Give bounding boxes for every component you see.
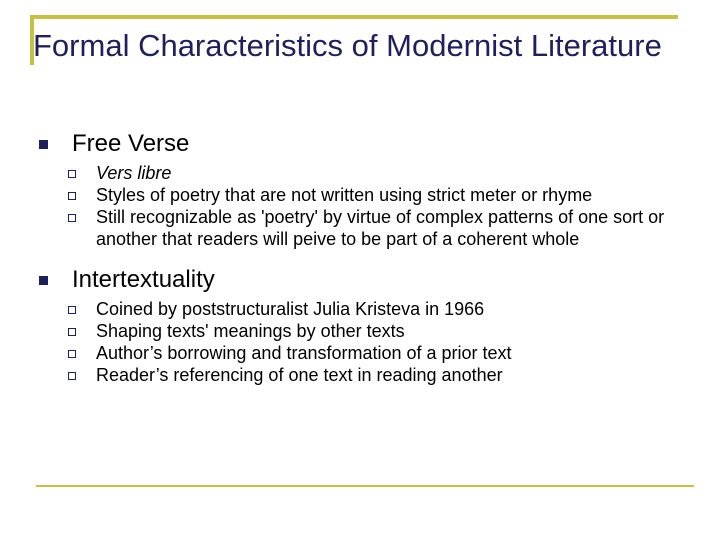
hollow-square-bullet-icon [68,306,76,314]
sub-bullet-text: Vers libre [96,163,172,183]
hollow-square-bullet-icon [68,170,76,178]
top-decorative-rule [30,15,678,19]
bottom-decorative-rule [36,485,694,487]
slide-title: Formal Characteristics of Modernist Literature [33,28,662,63]
square-bullet-icon [39,276,48,285]
sub-bullet [68,206,688,250]
section-intertextuality [38,262,688,386]
section-heading: Intertextuality [72,266,215,293]
sub-bullet-text: Still recognizable as 'poetry' by virtue of complex patterns of one sort or another that readers will peive to be part of a coherent whole [96,207,665,249]
sub-bullet-text: Shaping texts' meanings by other texts [96,321,405,341]
sub-bullet-text: Author’s borrowing and transformation of a prior text [96,343,512,363]
section-free-verse [38,126,688,250]
sub-bullet [68,342,688,364]
sub-bullet [68,364,688,386]
sub-bullet-text: Reader’s referencing of one text in reading another [96,365,503,385]
sub-bullet [68,320,688,342]
hollow-square-bullet-icon [68,350,76,358]
square-bullet-icon [39,140,48,149]
hollow-square-bullet-icon [68,372,76,380]
hollow-square-bullet-icon [68,214,76,222]
sub-bullet-text: Coined by poststructuralist Julia Kristeva in 1966 [96,299,485,319]
sub-bullet [68,184,688,206]
bullet-intertextuality [38,262,688,298]
slide-body [38,126,688,396]
section-heading: Free Verse [72,130,190,157]
bullet-free-verse [38,126,688,162]
sub-bullet [68,162,688,184]
hollow-square-bullet-icon [68,328,76,336]
sub-bullet [68,298,688,320]
hollow-square-bullet-icon [68,192,76,200]
sub-bullet-text: Styles of poetry that are not written using strict meter or rhyme [96,185,593,205]
